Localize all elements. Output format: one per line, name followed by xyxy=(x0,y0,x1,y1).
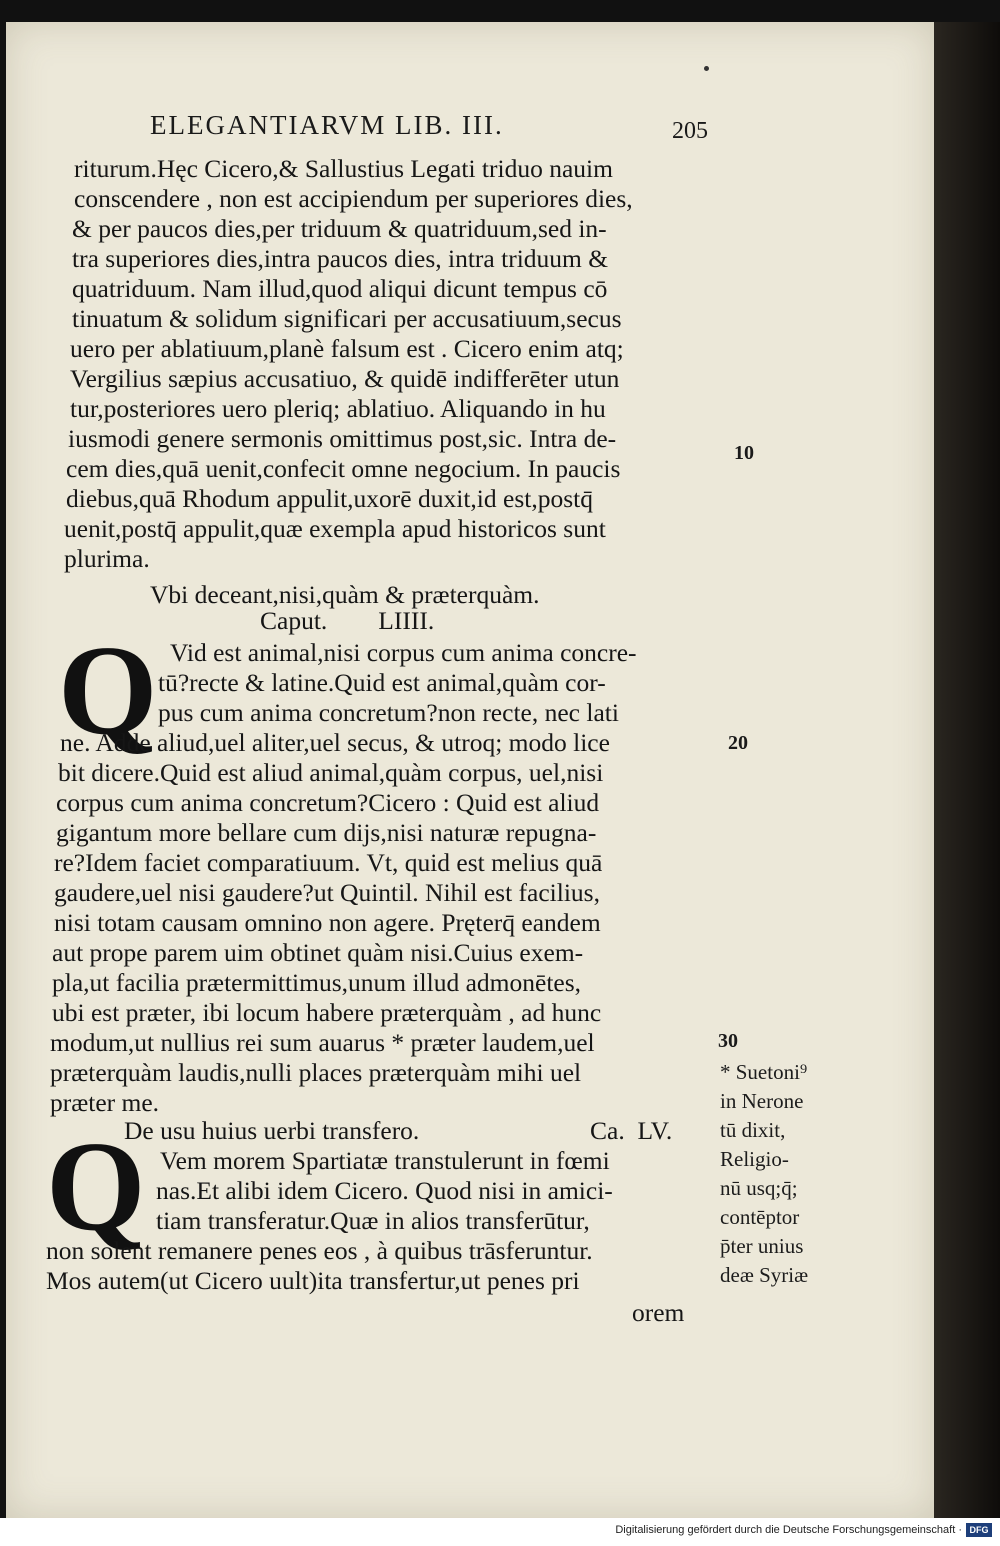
text-line: pla,ut facilia prætermittimus,unum illud admonētes, xyxy=(52,968,582,997)
margin-note-line: Religio- xyxy=(720,1147,789,1171)
text-line: tur,posteriores uero pleriq; ablatiuo. Aliquando in hu xyxy=(70,394,606,423)
footer-credit: Digitalisierung gefördert durch die Deutsche Forschungsgemeinschaft · xyxy=(615,1524,962,1536)
page-speck xyxy=(704,66,709,71)
margin-note-line: in Nerone xyxy=(720,1089,804,1113)
margin-note-line: p̄ter unius xyxy=(720,1234,804,1258)
book-spine xyxy=(934,22,1000,1518)
margin-note-line: contēptor xyxy=(720,1205,800,1229)
margin-note-line: deæ Syriæ xyxy=(720,1263,809,1287)
text-line: nisi totam causam omnino non agere. Pręterq̄ eandem xyxy=(54,908,601,937)
chapter-heading: De usu huius uerbi transfero. xyxy=(124,1116,420,1145)
text-line: quatriduum. Nam illud,quod aliqui dicunt tempus cō xyxy=(72,274,608,303)
text-line: pus cum anima concretum?non recte, nec lati xyxy=(158,698,619,727)
text-line: cem dies,quā uenit,confecit omne negocium. In paucis xyxy=(66,454,621,483)
text-line: corpus cum anima concretum?Cicero : Quid est aliud xyxy=(56,788,600,817)
margin-note-line: tū dixit, xyxy=(720,1118,786,1142)
text-line: præterquàm laudis,nulli places præterquàm mihi uel xyxy=(50,1058,582,1087)
text-line: Vergilius sæpius accusatiuo, & quidē indifferēter utun xyxy=(70,364,620,393)
text-line: conscendere , non est accipiendum per superiores dies, xyxy=(74,184,633,213)
text-line: nas.Et alibi idem Cicero. Quod nisi in amici- xyxy=(156,1176,613,1205)
text-line: re?Idem faciet comparatiuum. Vt, quid est melius quā xyxy=(54,848,603,877)
drop-capital: Q xyxy=(58,619,158,761)
margin-note-line: nū usq;q̄; xyxy=(720,1176,798,1200)
text-line: ne. Adde aliud,uel aliter,uel secus, & utroq; modo lice xyxy=(60,728,610,757)
text-line: Vid est animal,nisi corpus cum anima concre- xyxy=(170,638,637,667)
chapter-heading: Vbi deceant,nisi,quàm & præterquàm. xyxy=(150,580,540,609)
text-line: riturum.Hęc Cicero,& Sallustius Legati triduo nauim xyxy=(74,154,613,183)
text-line: iusmodi genere sermonis omittimus post,sic. Intra de- xyxy=(68,424,617,453)
text-line: Vem morem Spartiatæ transtulerunt in fœmi xyxy=(160,1146,610,1175)
dfg-logo-icon: DFG xyxy=(966,1523,992,1537)
text-line: Mos autem(ut Cicero uult)ita transfertur,ut penes pri xyxy=(46,1266,580,1295)
text-line: uero per ablatiuum,planè falsum est . Cicero enim atq; xyxy=(70,334,624,363)
text-line: non solent remanere penes eos , à quibus trāsferuntur. xyxy=(46,1236,593,1265)
drop-capital: Q xyxy=(46,1115,146,1257)
margin-line-number: 10 xyxy=(734,442,754,464)
catchword: orem xyxy=(632,1298,685,1327)
text-line: ubi est præter, ibi locum habere præterquàm , ad hunc xyxy=(52,998,602,1027)
margin-line-number: 20 xyxy=(728,732,748,754)
text-line: gigantum more bellare cum dijs,nisi naturæ repugna- xyxy=(56,818,597,847)
text-line: diebus,quā Rhodum appulit,uxorē duxit,id est,postq̄ xyxy=(66,484,593,513)
text-line: plurima. xyxy=(64,544,150,573)
text-line: modum,ut nullius rei sum auarus * præter laudem,uel xyxy=(50,1028,595,1057)
text-line: tra superiores dies,intra paucos dies, intra triduum & xyxy=(72,244,609,273)
text-line: aut prope parem uim obtinet quàm nisi.Cuius exem- xyxy=(52,938,584,967)
chapter-number: Caput. LIIII. xyxy=(260,606,435,635)
text-line: tiam transferatur.Quæ in alios transferūtur, xyxy=(156,1206,590,1235)
running-title: ELEGANTIARVM LIB. III. xyxy=(150,110,504,140)
margin-note-line: * Suetoni⁹ xyxy=(720,1060,808,1084)
text-line: præter me. xyxy=(50,1088,160,1117)
text-line: gaudere,uel nisi gaudere?ut Quintil. Nihil est facilius, xyxy=(54,878,600,907)
text-line: tū?recte & latine.Quid est animal,quàm cor- xyxy=(158,668,606,697)
margin-line-number: 30 xyxy=(718,1030,738,1052)
text-line: uenit,postq̄ appulit,quæ exempla apud historicos sunt xyxy=(64,514,606,543)
chapter-number: Ca. LV. xyxy=(590,1116,673,1145)
text-line: bit dicere.Quid est aliud animal,quàm corpus, uel,nisi xyxy=(58,758,604,787)
page-number: 205 xyxy=(672,118,708,144)
text-line: & per paucos dies,per triduum & quatriduum,sed in- xyxy=(72,214,607,243)
footer-bar xyxy=(0,1518,1000,1546)
text-line: tinuatum & solidum significari per accusatiuum,secus xyxy=(72,304,622,333)
